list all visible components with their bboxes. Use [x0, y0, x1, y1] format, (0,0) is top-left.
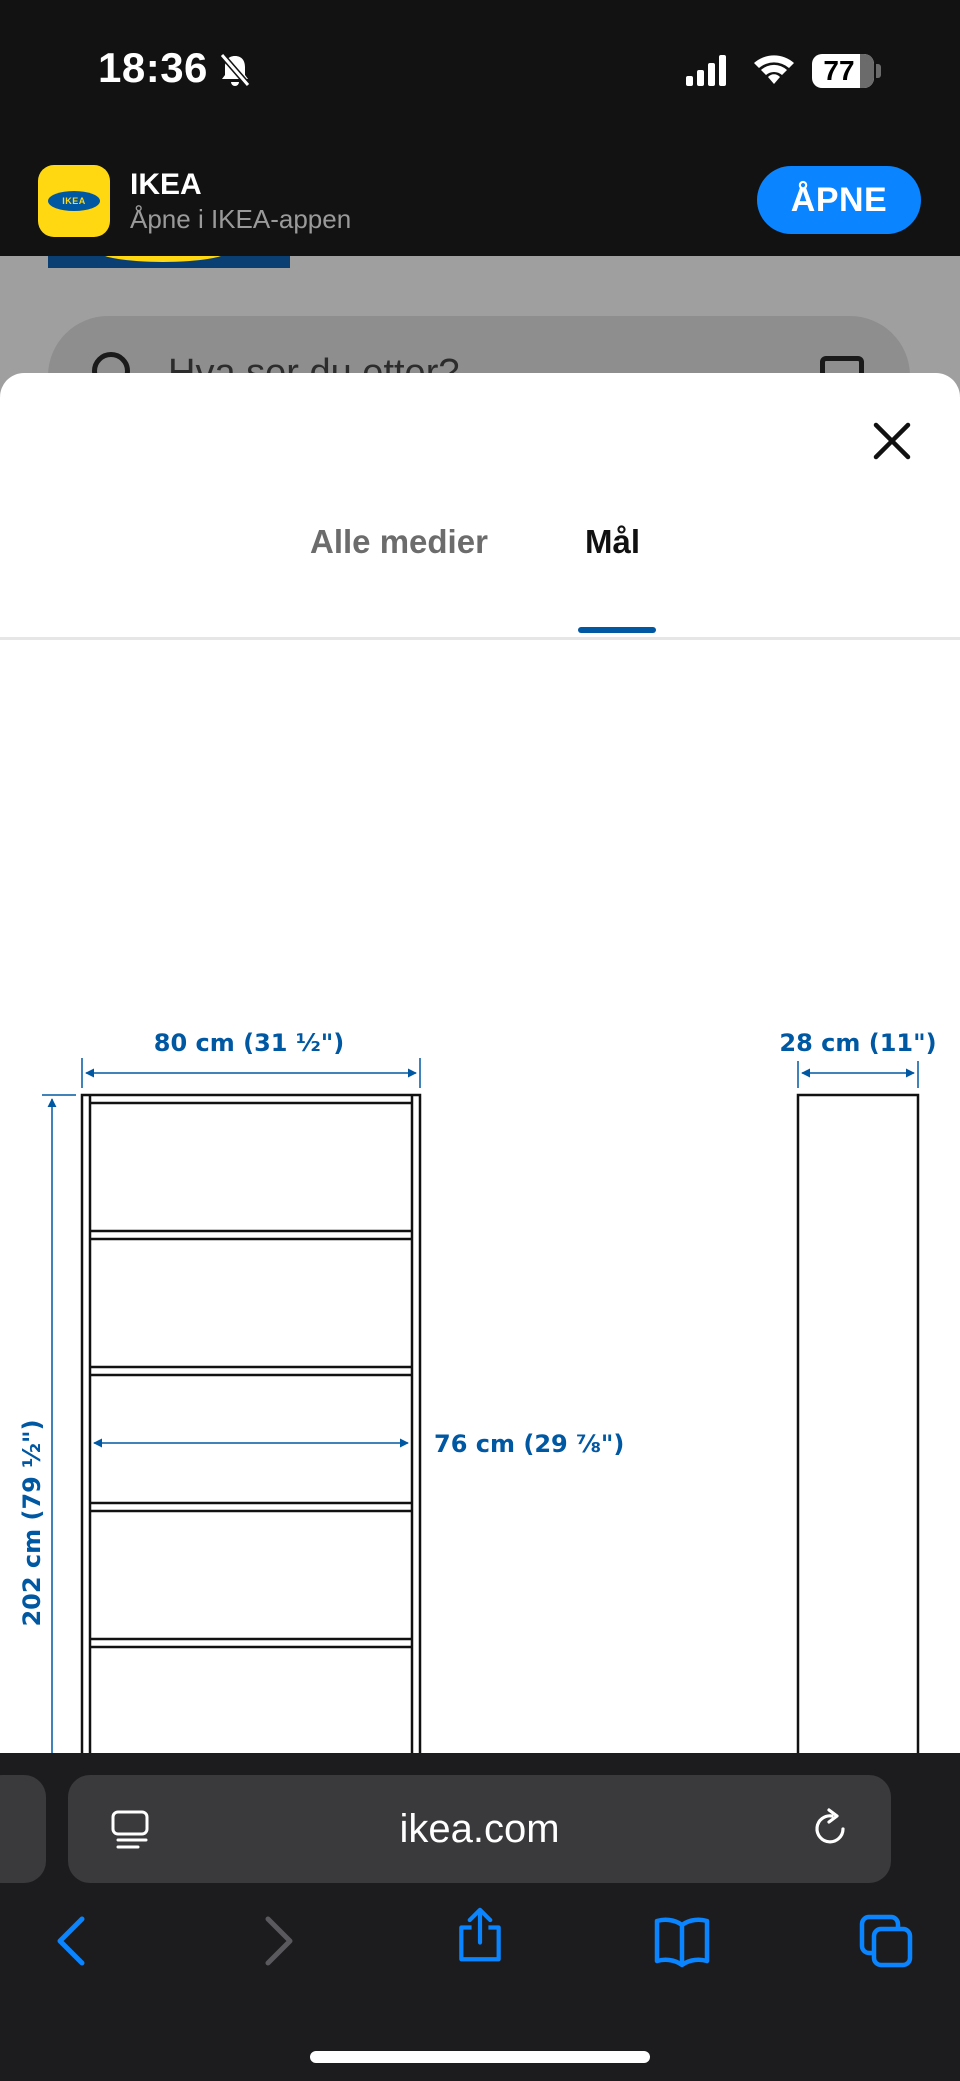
forward-icon[interactable] — [250, 1913, 306, 1969]
ikea-logo-text: IKEA — [48, 191, 100, 211]
depth-label: 28 cm (11") — [779, 1029, 937, 1057]
url-text[interactable]: ikea.com — [399, 1807, 560, 1851]
height-label: 202 cm (79 ½") — [18, 1419, 46, 1627]
browser-toolbar — [0, 1753, 960, 2081]
tab-alle-medier[interactable]: Alle medier — [310, 523, 488, 560]
reload-icon[interactable] — [810, 1807, 852, 1849]
app-name: IKEA — [130, 168, 202, 201]
bookcase-front-view — [82, 1095, 420, 1753]
width-label: 80 cm (31 ½") — [153, 1029, 345, 1057]
media-sheet — [0, 373, 960, 1753]
bell-slash-icon — [218, 52, 252, 88]
height-dimension — [42, 1095, 76, 1753]
wifi-icon — [752, 52, 796, 86]
open-app-button[interactable]: ÅPNE — [757, 166, 921, 234]
cellular-signal-icon — [686, 54, 728, 86]
width-dimension — [82, 1058, 420, 1088]
tab-mal[interactable]: Mål — [585, 523, 641, 560]
close-icon[interactable] — [868, 417, 916, 465]
ikea-app-icon — [38, 165, 110, 237]
depth-dimension — [798, 1061, 918, 1088]
bookcase-side-view — [798, 1095, 918, 1753]
tabs-icon[interactable] — [858, 1913, 914, 1969]
battery-icon — [812, 54, 874, 88]
tab-divider — [0, 637, 960, 640]
inner-width-label: 76 cm (29 ⅞") — [434, 1430, 625, 1458]
battery-level: 77 — [823, 55, 855, 86]
share-icon[interactable] — [452, 1907, 508, 1963]
smart-app-banner — [0, 150, 960, 256]
status-bar — [0, 0, 960, 150]
tab-selected-indicator — [578, 627, 656, 633]
app-subtitle: Åpne i IKEA-appen — [130, 204, 352, 234]
ikea-logo-fragment — [48, 256, 290, 268]
home-indicator — [310, 2051, 650, 2063]
back-icon[interactable] — [44, 1913, 100, 1969]
battery-cap — [876, 64, 881, 78]
address-bar[interactable] — [68, 1775, 891, 1883]
sheet-tabs — [0, 523, 960, 611]
dimensions-diagram — [0, 643, 960, 1753]
status-time: 18:36 — [98, 44, 208, 91]
previous-tab-preview[interactable] — [0, 1775, 46, 1883]
bookmarks-icon[interactable] — [654, 1913, 710, 1969]
